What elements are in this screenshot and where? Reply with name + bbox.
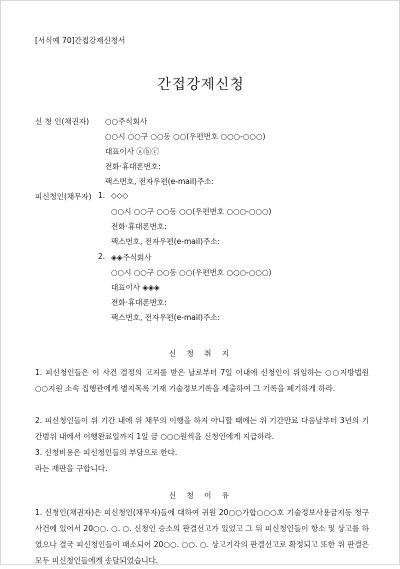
reason-paragraph-1: 1. 신청인(채권자)은 피신청인(채무자)들에 대하여 귀원 20○○가합○○○호 기술정보사용금지등 청구사건에 있어서 20○○. ○. ○. 신청인 승소의 판결선고가 있었고 그 뒤 피신청인들이 항소 및 상고를 하였으나 결국 피신청인들이 패소되어 20○○. ○○. ○. 상고기각의 판결선고로 확정되고 또한 위 판결은 모두 피신청인들에게 송달되었습니다.	[35, 508, 369, 565]
purpose-conclusion: 라는 재판을 구합니다.	[35, 464, 108, 473]
purpose-paragraph-3: 3. 신청비용은 피신청인들의 부담으로 한다.	[35, 448, 178, 457]
respondent-1-name: ◇◇◇	[111, 191, 129, 200]
purpose-paragraph-2: 2. 피신청인들이 위 기간 내에 위 채무의 이행을 하지 아니할 때에는 위 기간만료 다음날부터 3년의 기간범위 내에서 이행완료일까지 1일 금 ○○○원씩을 신청인에게 지급하라.	[35, 416, 369, 441]
applicant-representative: 대표이사 ⓐⓑⓒ	[105, 147, 159, 156]
respondent-label: 피신청인(채무자)	[35, 192, 92, 201]
form-label: [서식예 70]간접강제신청서	[35, 36, 126, 45]
applicant-label: 신 청 인(채권자)	[35, 117, 90, 126]
respondent-2-address: ○○시 ○○구 ○○동 ○○(우편번호 ○○○-○○○)	[111, 268, 272, 277]
respondent-2-phone: 전화·휴대폰번호:	[111, 298, 167, 307]
purpose-paragraph-1: 1. 피신청인들은 이 사건 결정의 고지를 받은 날로부터 7일 이내에 신청인이 위임하는 ○○지방법원 ○○지원 소속 집행관에게 별지목록 기재 기술정보기록을 제출하여 그 기록을 폐기하게 하라.	[35, 368, 369, 393]
respondent-1-fax-email: 팩스번호, 전자우편(e-mail)주소:	[111, 237, 220, 246]
applicant-fax-email: 팩스번호, 전자우편(e-mail)주소:	[105, 177, 214, 186]
respondent-2-representative: 대표이사 ◈◈◈	[111, 283, 160, 292]
applicant-name: ○○주식회사	[105, 117, 148, 126]
respondent-2-name: ◈◈주식회사	[111, 253, 152, 262]
respondent-1-address: ○○시 ○○구 ○○동 ○○(우편번호 ○○○-○○○)	[111, 207, 272, 216]
respondent-2-number: 2.	[98, 252, 106, 261]
applicant-phone: 전화·휴대폰번호:	[105, 162, 161, 171]
purpose-heading: 신 청 취 지	[168, 349, 234, 358]
respondent-1-phone: 전화·휴대폰번호:	[111, 222, 167, 231]
reason-heading: 신 청 이 유	[168, 491, 234, 500]
respondent-1-number: 1.	[98, 191, 106, 200]
document-title: 간접강제신청	[157, 77, 245, 93]
applicant-address: ○○시 ○○구 ○○동 ○○(우편번호 ○○○-○○○)	[105, 132, 266, 141]
respondent-2-fax-email: 팩스번호, 전자우편(e-mail)주소:	[111, 313, 220, 322]
